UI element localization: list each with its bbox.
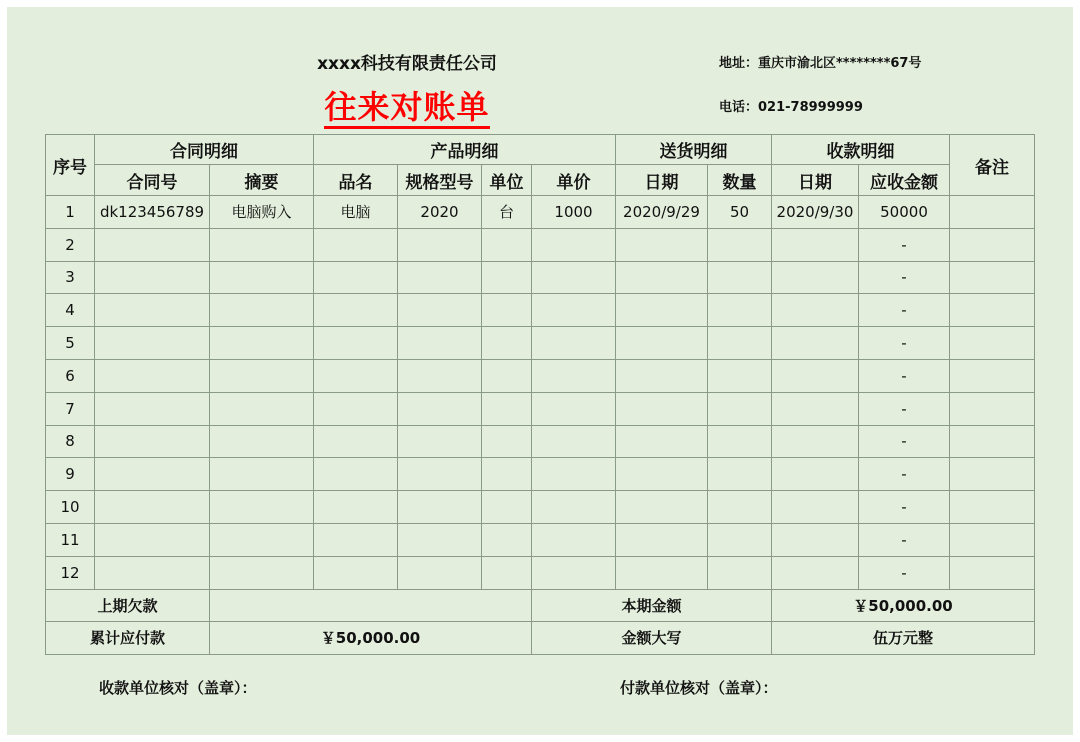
cell-spec[interactable] <box>398 228 482 261</box>
cell-unit[interactable] <box>482 359 532 392</box>
col-header-unit: 单位 <box>482 165 532 196</box>
cell-summary[interactable] <box>210 294 314 327</box>
cell-receipt-date[interactable] <box>772 261 859 294</box>
cell-delivery-date[interactable]: 2020/9/29 <box>616 196 708 229</box>
cell-unit[interactable] <box>482 228 532 261</box>
cell-spec[interactable] <box>398 359 482 392</box>
table-row <box>46 261 1035 294</box>
cell-unit[interactable] <box>482 523 532 556</box>
cell-unit[interactable] <box>482 294 532 327</box>
cell-quantity[interactable] <box>708 327 772 360</box>
cell-product-name[interactable] <box>314 523 398 556</box>
company-phone: 电话：021-78999999 <box>719 100 863 115</box>
cell-product-name[interactable] <box>314 425 398 458</box>
cell-contract-no[interactable] <box>95 327 210 360</box>
cell-product-name[interactable] <box>314 458 398 491</box>
cell-unit[interactable] <box>482 491 532 524</box>
cell-receivable[interactable]: - <box>859 491 950 524</box>
cell-unit-price[interactable] <box>532 425 616 458</box>
payee-signature: 收款单位核对（盖章）： <box>99 679 257 697</box>
cell-seq: 4 <box>46 294 95 327</box>
cell-unit-price[interactable] <box>532 491 616 524</box>
cell-spec[interactable] <box>398 392 482 425</box>
current-amount-label: 本期金额 <box>532 589 772 622</box>
cell-unit[interactable] <box>482 392 532 425</box>
cell-receivable[interactable]: - <box>859 556 950 589</box>
col-header-summary: 摘要 <box>210 165 314 196</box>
cell-receipt-date[interactable] <box>772 523 859 556</box>
cell-summary[interactable] <box>210 327 314 360</box>
cell-quantity[interactable] <box>708 425 772 458</box>
amount-in-words-label: 金额大写 <box>532 622 772 655</box>
company-address: 地址：重庆市渝北区********67号 <box>719 56 922 71</box>
table-row <box>46 196 1035 229</box>
cell-contract-no[interactable] <box>95 359 210 392</box>
cell-remark[interactable] <box>950 196 1035 229</box>
cell-product-name[interactable] <box>314 327 398 360</box>
footer-row-2 <box>46 622 1035 655</box>
cell-contract-no[interactable] <box>95 491 210 524</box>
cell-contract-no[interactable] <box>95 425 210 458</box>
cell-product-name[interactable] <box>314 359 398 392</box>
cell-spec[interactable] <box>398 458 482 491</box>
col-header-receipt-date: 日期 <box>772 165 859 196</box>
group-header-row <box>46 135 1035 165</box>
cell-receivable[interactable]: - <box>859 359 950 392</box>
cell-delivery-date[interactable] <box>616 359 708 392</box>
cell-summary[interactable] <box>210 491 314 524</box>
table-row <box>46 392 1035 425</box>
document-title-text: 往来对账单 <box>324 88 489 129</box>
cell-seq: 12 <box>46 556 95 589</box>
company-name: xxxx科技有限责任公司 <box>317 54 497 74</box>
cell-contract-no[interactable] <box>95 261 210 294</box>
cell-spec[interactable] <box>398 425 482 458</box>
table-row <box>46 556 1035 589</box>
cell-remark[interactable] <box>950 523 1035 556</box>
cell-quantity[interactable] <box>708 359 772 392</box>
cell-seq: 10 <box>46 491 95 524</box>
cell-quantity[interactable] <box>708 491 772 524</box>
cell-receipt-date[interactable] <box>772 458 859 491</box>
cell-delivery-date[interactable] <box>616 491 708 524</box>
cell-delivery-date[interactable] <box>616 228 708 261</box>
cell-product-name[interactable] <box>314 392 398 425</box>
cell-delivery-date[interactable] <box>616 458 708 491</box>
col-header-unit-price: 单价 <box>532 165 616 196</box>
cell-product-name[interactable] <box>314 261 398 294</box>
cell-receivable[interactable]: - <box>859 294 950 327</box>
amount-in-words-value[interactable]: 伍万元整 <box>772 622 1035 655</box>
cell-remark[interactable] <box>950 491 1035 524</box>
cell-unit-price[interactable] <box>532 523 616 556</box>
remark-header: 备注 <box>950 135 1035 196</box>
cell-summary[interactable] <box>210 228 314 261</box>
cell-contract-no[interactable] <box>95 556 210 589</box>
cell-delivery-date[interactable] <box>616 523 708 556</box>
col-header-product-name: 品名 <box>314 165 398 196</box>
cell-quantity[interactable] <box>708 261 772 294</box>
cell-receivable[interactable]: - <box>859 425 950 458</box>
cell-quantity[interactable] <box>708 228 772 261</box>
cell-receipt-date[interactable] <box>772 556 859 589</box>
receipt-group-header: 收款明细 <box>772 135 950 165</box>
cell-summary[interactable] <box>210 458 314 491</box>
cell-quantity[interactable] <box>708 294 772 327</box>
delivery-group-header: 送货明细 <box>616 135 772 165</box>
cell-product-name[interactable] <box>314 556 398 589</box>
cell-delivery-date[interactable] <box>616 327 708 360</box>
cell-delivery-date[interactable] <box>616 425 708 458</box>
cell-delivery-date[interactable] <box>616 294 708 327</box>
table-row <box>46 359 1035 392</box>
cell-contract-no[interactable] <box>95 294 210 327</box>
column-header-row <box>46 165 1035 196</box>
cell-unit-price[interactable] <box>532 327 616 360</box>
cell-receipt-date[interactable] <box>772 425 859 458</box>
prev-balance-label: 上期欠款 <box>46 589 210 622</box>
cell-summary[interactable] <box>210 523 314 556</box>
cell-contract-no[interactable] <box>95 458 210 491</box>
cell-receipt-date[interactable] <box>772 327 859 360</box>
cell-spec[interactable] <box>398 261 482 294</box>
cell-unit[interactable] <box>482 458 532 491</box>
cell-product-name[interactable]: 电脑 <box>314 196 398 229</box>
cell-receipt-date[interactable] <box>772 294 859 327</box>
cell-receipt-date[interactable]: 2020/9/30 <box>772 196 859 229</box>
product-group-header: 产品明细 <box>314 135 616 165</box>
cell-receipt-date[interactable] <box>772 228 859 261</box>
cell-unit[interactable] <box>482 327 532 360</box>
cell-receivable[interactable]: - <box>859 327 950 360</box>
col-header-delivery-date: 日期 <box>616 165 708 196</box>
cell-product-name[interactable] <box>314 491 398 524</box>
cell-receivable[interactable]: - <box>859 458 950 491</box>
cell-summary[interactable]: 电脑购入 <box>210 196 314 229</box>
cumulative-value[interactable]: ￥50,000.00 <box>210 622 532 655</box>
cell-contract-no[interactable] <box>95 392 210 425</box>
cell-remark[interactable] <box>950 261 1035 294</box>
data-rows <box>46 196 1035 590</box>
cell-summary[interactable] <box>210 556 314 589</box>
cell-delivery-date[interactable] <box>616 556 708 589</box>
cell-delivery-date[interactable] <box>616 392 708 425</box>
cell-contract-no[interactable]: dk123456789 <box>95 196 210 229</box>
cell-remark[interactable] <box>950 327 1035 360</box>
cell-remark[interactable] <box>950 556 1035 589</box>
cell-seq: 5 <box>46 327 95 360</box>
cell-product-name[interactable] <box>314 228 398 261</box>
table-row <box>46 491 1035 524</box>
cell-spec[interactable] <box>398 491 482 524</box>
cell-remark[interactable] <box>950 392 1035 425</box>
cell-contract-no[interactable] <box>95 523 210 556</box>
col-header-quantity: 数量 <box>708 165 772 196</box>
cell-unit-price[interactable]: 1000 <box>532 196 616 229</box>
payer-signature: 付款单位核对（盖章）： <box>620 679 778 697</box>
cell-seq: 11 <box>46 523 95 556</box>
cell-receipt-date[interactable] <box>772 392 859 425</box>
cell-unit[interactable]: 台 <box>482 196 532 229</box>
cell-spec[interactable]: 2020 <box>398 196 482 229</box>
cell-receivable[interactable]: 50000 <box>859 196 950 229</box>
cell-receivable[interactable]: - <box>859 261 950 294</box>
cell-seq: 2 <box>46 228 95 261</box>
cell-seq: 8 <box>46 425 95 458</box>
col-header-spec: 规格型号 <box>398 165 482 196</box>
cell-quantity[interactable] <box>708 458 772 491</box>
cell-quantity[interactable] <box>708 556 772 589</box>
cell-remark[interactable] <box>950 228 1035 261</box>
cell-receipt-date[interactable] <box>772 491 859 524</box>
statement-table <box>45 134 1035 655</box>
cell-spec[interactable] <box>398 294 482 327</box>
cell-quantity[interactable] <box>708 523 772 556</box>
cell-summary[interactable] <box>210 425 314 458</box>
col-header-receivable: 应收金额 <box>859 165 950 196</box>
cell-remark[interactable] <box>950 294 1035 327</box>
cell-remark[interactable] <box>950 458 1035 491</box>
cell-seq: 6 <box>46 359 95 392</box>
cell-unit[interactable] <box>482 556 532 589</box>
cell-unit-price[interactable] <box>532 556 616 589</box>
table-row <box>46 458 1035 491</box>
cell-unit[interactable] <box>482 425 532 458</box>
cell-remark[interactable] <box>950 425 1035 458</box>
seq-header: 序号 <box>46 135 95 196</box>
cell-product-name[interactable] <box>314 294 398 327</box>
cell-summary[interactable] <box>210 261 314 294</box>
cell-unit-price[interactable] <box>532 228 616 261</box>
cell-summary[interactable] <box>210 359 314 392</box>
cumulative-label: 累计应付款 <box>46 622 210 655</box>
cell-seq: 9 <box>46 458 95 491</box>
footer-row-1 <box>46 589 1035 622</box>
cell-seq: 1 <box>46 196 95 229</box>
cell-receivable[interactable]: - <box>859 523 950 556</box>
current-amount-value[interactable]: ￥50,000.00 <box>772 589 1035 622</box>
table-row <box>46 294 1035 327</box>
col-header-contract-no: 合同号 <box>95 165 210 196</box>
cell-unit-price[interactable] <box>532 458 616 491</box>
cell-receivable[interactable]: - <box>859 392 950 425</box>
cell-remark[interactable] <box>950 359 1035 392</box>
cell-spec[interactable] <box>398 327 482 360</box>
table-row <box>46 523 1035 556</box>
contract-group-header: 合同明细 <box>95 135 314 165</box>
cell-unit-price[interactable] <box>532 392 616 425</box>
cell-delivery-date[interactable] <box>616 261 708 294</box>
cell-unit-price[interactable] <box>532 294 616 327</box>
cell-summary[interactable] <box>210 392 314 425</box>
cell-seq: 3 <box>46 261 95 294</box>
table-row <box>46 327 1035 360</box>
table-row <box>46 228 1035 261</box>
cell-quantity[interactable] <box>708 392 772 425</box>
cell-spec[interactable] <box>398 556 482 589</box>
cell-unit-price[interactable] <box>532 359 616 392</box>
document-title <box>257 82 557 128</box>
table-row <box>46 425 1035 458</box>
cell-receivable[interactable]: - <box>859 228 950 261</box>
cell-unit-price[interactable] <box>532 261 616 294</box>
cell-receipt-date[interactable] <box>772 359 859 392</box>
prev-balance-value[interactable] <box>210 589 532 622</box>
cell-quantity[interactable]: 50 <box>708 196 772 229</box>
cell-spec[interactable] <box>398 523 482 556</box>
cell-seq: 7 <box>46 392 95 425</box>
cell-contract-no[interactable] <box>95 228 210 261</box>
cell-unit[interactable] <box>482 261 532 294</box>
